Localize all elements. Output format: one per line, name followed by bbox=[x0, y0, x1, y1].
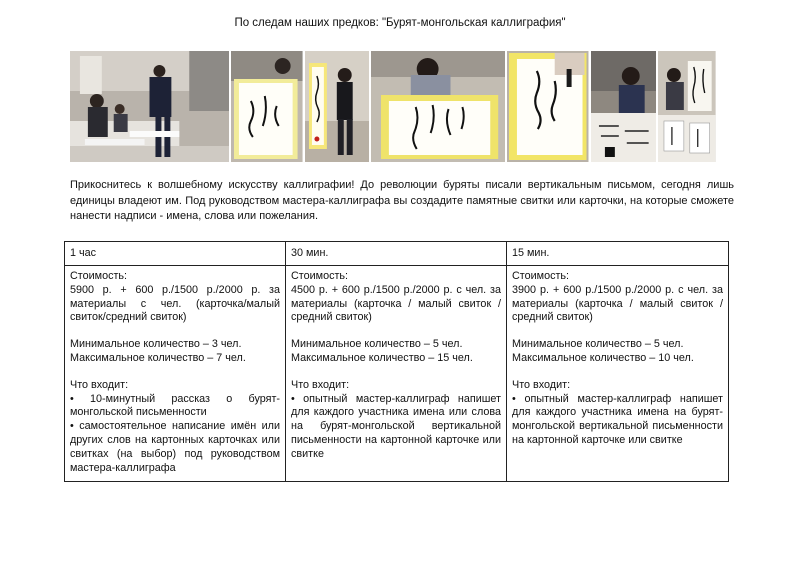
includes-label: Что входит: bbox=[291, 378, 350, 391]
cost-text: 4500 р. + 600 р./1500 р./2000 р. с чел. за материалы (карточка / малый свиток / средний свиток) bbox=[291, 283, 501, 324]
includes-label: Что входит: bbox=[70, 378, 129, 391]
cost-label: Стоимость: bbox=[70, 270, 128, 282]
cost-label: Стоимость: bbox=[291, 270, 349, 282]
option-cell-3 bbox=[507, 266, 729, 482]
min-participants: Минимальное количество – 3 чел. bbox=[70, 338, 242, 351]
photo-brush-closeup bbox=[507, 51, 588, 162]
duration-3: 15 мин. bbox=[507, 242, 729, 266]
photo-cards-writing bbox=[591, 51, 657, 162]
option-cell-1 bbox=[65, 266, 286, 482]
max-participants: Максимальное количество – 7 чел. bbox=[70, 351, 246, 364]
duration-1: 1 час bbox=[65, 242, 286, 266]
includes-item: • 10-минутный рассказ о бурят-монгольской письменности bbox=[70, 393, 280, 421]
min-participants: Минимальное количество – 5 чел. bbox=[291, 338, 463, 351]
pricing-table bbox=[64, 241, 729, 482]
duration-2: 30 мин. bbox=[286, 242, 507, 266]
table-row bbox=[65, 266, 729, 482]
photo-scroll-portrait bbox=[305, 51, 370, 162]
page-title: По следам наших предков: "Бурят-монгольская каллиграфия" bbox=[234, 17, 566, 29]
intro-paragraph: Прикоснитесь к волшебному искусству каллиграфии! До революции буряты писали вертикальным письмом, сегодня лишь единицы владеют им. Под руководством мастера-каллиграфа вы создадите памятные свитки или карточки, на которые сможете нанести надписи - имена, слова или пожелания. bbox=[70, 179, 734, 222]
photo-scroll-writing bbox=[231, 51, 303, 162]
photo-strip bbox=[70, 51, 716, 162]
cost-label: Стоимость: bbox=[512, 270, 570, 282]
cost-text: 3900 р. + 600 р./1500 р./2000 р. с чел. за материалы (карточка / малый свиток / средний свиток) bbox=[512, 283, 723, 324]
cost-text: 5900 р. + 600 р./1500 р./2000 р. за материалы с чел. (карточка/малый свиток/средний свиток) bbox=[70, 283, 280, 324]
max-participants: Максимальное количество – 15 чел. bbox=[291, 351, 473, 364]
includes-item: • опытный мастер-каллиграф напишет для каждого участника имена или слова на бурят-монгольской вертикальной письменности на картонной карточке или свитке bbox=[291, 393, 501, 462]
photo-workshop-group bbox=[70, 51, 229, 162]
max-participants: Максимальное количество – 10 чел. bbox=[512, 351, 694, 364]
includes-item: • опытный мастер-каллиграф напишет для каждого участника имена на бурят-монгольской вертикальной письменности на картонной карточке или свитке bbox=[512, 393, 723, 448]
photo-finished-cards bbox=[658, 51, 716, 162]
includes-item: • самостоятельное написание имён или других слов на картонных карточках или свитках (на выбор) под руководством мастера-каллиграфа bbox=[70, 420, 280, 475]
min-participants: Минимальное количество – 5 чел. bbox=[512, 338, 684, 351]
photo-master-writing bbox=[371, 51, 505, 162]
table-header-row bbox=[65, 242, 729, 266]
includes-label: Что входит: bbox=[512, 378, 571, 391]
option-cell-2 bbox=[286, 266, 507, 482]
